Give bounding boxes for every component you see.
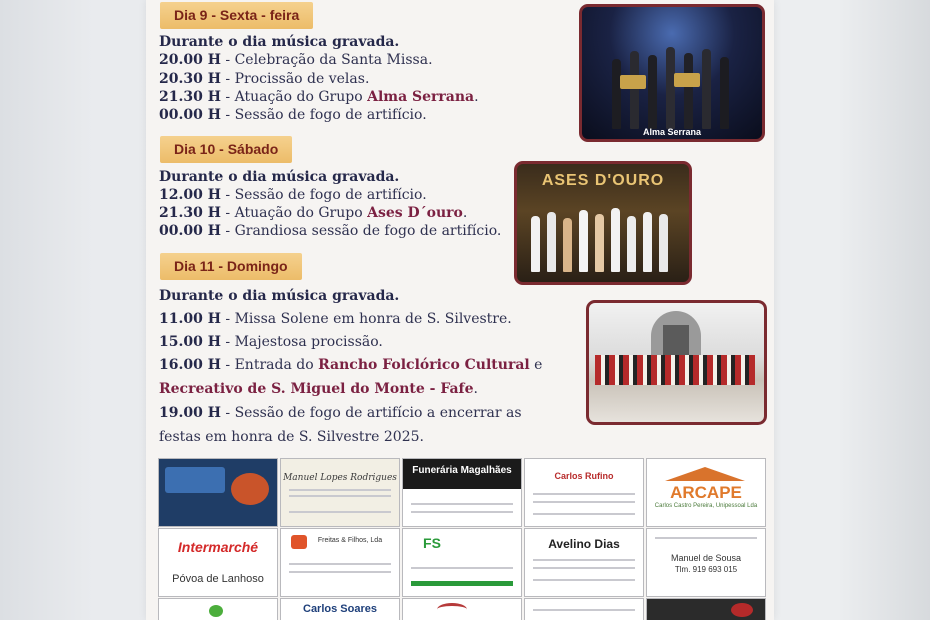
day-11-line-5	[159, 381, 478, 397]
sponsor-sub: Tlm. 919 693 015	[674, 565, 738, 574]
group-name: Ases D´ouro	[367, 205, 463, 221]
sponsor-11	[158, 598, 278, 620]
sponsor-name: FS	[423, 535, 441, 551]
sponsor-6	[158, 528, 278, 597]
sponsor-2	[280, 458, 400, 527]
day-9-line-5	[159, 107, 427, 123]
punct: .	[473, 381, 478, 397]
ases-douro-logo: ASES D'OURO	[541, 172, 665, 189]
sponsor-name: Manuel Lopes Rodrigues	[283, 473, 397, 483]
group-name: Alma Serrana	[367, 89, 475, 105]
sponsor-name: Carlos Rufino	[554, 471, 614, 481]
sponsor-sub: Carlos Castro Pereira, Unipessoal Lda	[654, 503, 758, 509]
desc: - Grandiosa sessão de fogo de artifício.	[220, 223, 502, 239]
desc: - Sessão de fogo de artifício.	[220, 187, 427, 203]
day-10-line-2	[159, 187, 427, 203]
day-11-badge: Dia 11 - Domingo	[160, 253, 302, 280]
day-9-line-3	[159, 71, 369, 87]
sponsor-1	[158, 458, 278, 527]
desc: - Sessão de fogo de artifício a encerrar as	[220, 405, 522, 421]
time: 11.00 H	[159, 311, 221, 327]
day-9-badge: Dia 9 - Sexta - feira	[160, 2, 313, 29]
rancho-folclorico-photo	[586, 300, 767, 425]
punct: e	[529, 357, 543, 373]
group-name: Rancho Folclórico Cultural	[318, 357, 530, 373]
time: 19.00 H	[159, 405, 221, 421]
day-9-line-2	[159, 52, 433, 68]
day-10-line-1: Durante o dia música gravada.	[159, 169, 400, 185]
day-11-line-7: festas em honra de S. Silvestre 2025.	[159, 429, 424, 445]
sponsor-name: Avelino Dias	[548, 537, 620, 551]
sponsor-name: Intermarché	[177, 539, 259, 555]
sponsor-8	[402, 528, 522, 597]
alma-serrana-logo: Alma Serrana	[642, 127, 702, 137]
time: 20.30 H	[159, 71, 221, 87]
sponsor-sub: Póvoa de Lanhoso	[172, 573, 264, 585]
sponsor-14	[524, 598, 644, 620]
sponsors-grid	[158, 458, 768, 620]
punct: .	[474, 89, 479, 105]
day-10-line-4	[159, 223, 501, 239]
sponsor-10	[646, 528, 766, 597]
time: 21.30 H	[159, 89, 221, 105]
sponsor-name: Funerária Magalhães	[412, 465, 512, 476]
desc: - Majestosa procissão.	[220, 334, 383, 350]
desc: - Entrada do	[220, 357, 319, 373]
time: 00.00 H	[159, 107, 221, 123]
day-11-line-2	[159, 311, 512, 327]
sponsor-3	[402, 458, 522, 527]
sponsor-13	[402, 598, 522, 620]
day-11-line-6	[159, 405, 522, 421]
ases-douro-photo	[514, 161, 692, 285]
day-11-line-1: Durante o dia música gravada.	[159, 288, 400, 304]
sponsor-9	[524, 528, 644, 597]
day-10-badge: Dia 10 - Sábado	[160, 136, 292, 163]
day-11-line-3	[159, 334, 383, 350]
festival-poster	[146, 0, 774, 620]
sponsor-7	[280, 528, 400, 597]
sponsor-name: Freitas & Filhos, Lda	[317, 537, 383, 544]
sponsor-4	[524, 458, 644, 527]
day-10-line-3	[159, 205, 467, 221]
time: 16.00 H	[159, 357, 221, 373]
desc: - Sessão de fogo de artifício.	[220, 107, 427, 123]
desc: - Atuação do Grupo	[220, 89, 368, 105]
time: 12.00 H	[159, 187, 221, 203]
day-11-line-4	[159, 357, 542, 373]
sponsor-12	[280, 598, 400, 620]
sponsor-name: Manuel de Sousa	[670, 553, 742, 563]
time: 20.00 H	[159, 52, 221, 68]
time: 21.30 H	[159, 205, 221, 221]
desc: - Celebração da Santa Missa.	[220, 52, 433, 68]
sponsor-name: Carlos Soares	[303, 603, 377, 615]
desc: - Procissão de velas.	[220, 71, 370, 87]
sponsor-15	[646, 598, 766, 620]
desc: - Atuação do Grupo	[220, 205, 368, 221]
alma-serrana-photo	[579, 4, 765, 142]
time: 00.00 H	[159, 223, 221, 239]
sponsor-name: ARCAPE	[670, 483, 742, 502]
sponsor-5	[646, 458, 766, 527]
group-name: Recreativo de S. Miguel do Monte - Fafe	[159, 381, 474, 397]
day-9-line-1: Durante o dia música gravada.	[159, 34, 400, 50]
punct: .	[462, 205, 468, 221]
desc: - Missa Solene em honra de S. Silvestre.	[220, 311, 512, 327]
day-9-line-4	[159, 89, 479, 105]
time: 15.00 H	[159, 334, 221, 350]
